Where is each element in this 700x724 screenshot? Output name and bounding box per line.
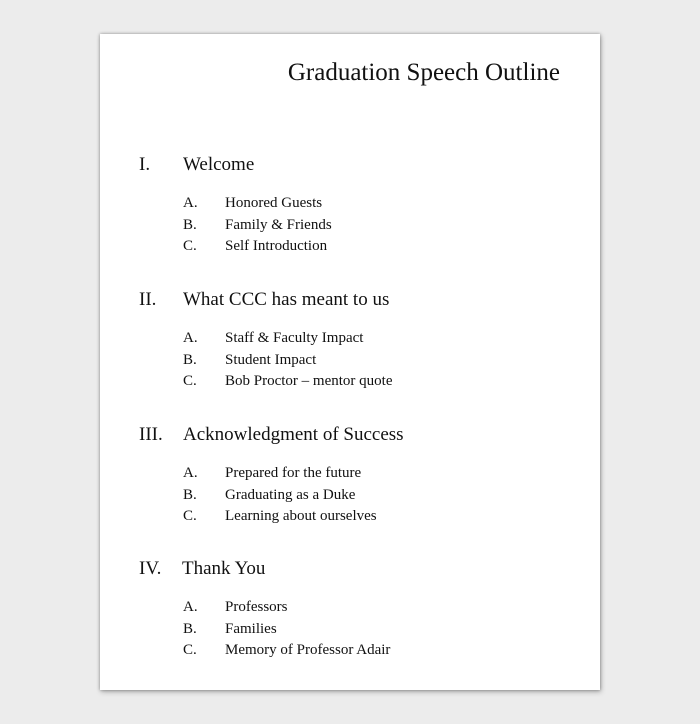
item-letter: C. bbox=[183, 508, 197, 524]
outline-item bbox=[100, 193, 600, 213]
item-letter: A. bbox=[183, 330, 198, 346]
item-letter: C. bbox=[183, 642, 197, 658]
item-text: Families bbox=[225, 621, 277, 637]
page-title: Graduation Speech Outline bbox=[287, 59, 560, 86]
outline-item bbox=[100, 236, 600, 256]
section-numeral: I. bbox=[139, 154, 151, 175]
item-text: Staff & Faculty Impact bbox=[225, 330, 364, 346]
outline-item bbox=[100, 215, 600, 235]
section-numeral: IV. bbox=[139, 558, 162, 579]
item-letter: B. bbox=[183, 487, 197, 503]
section-title: Acknowledgment of Success bbox=[183, 424, 404, 445]
section-title: Thank You bbox=[182, 558, 266, 579]
outline-item bbox=[100, 350, 600, 370]
item-text: Bob Proctor – mentor quote bbox=[225, 373, 393, 389]
item-text: Prepared for the future bbox=[225, 465, 362, 481]
item-text: Graduating as a Duke bbox=[225, 487, 356, 503]
item-text: Family & Friends bbox=[225, 217, 332, 233]
item-text: Memory of Professor Adair bbox=[225, 642, 391, 658]
item-letter: A. bbox=[183, 465, 198, 481]
section-numeral: II. bbox=[139, 289, 157, 310]
outline-item bbox=[100, 619, 600, 639]
outline-item bbox=[100, 463, 600, 483]
outline-item bbox=[100, 597, 600, 617]
item-text: Honored Guests bbox=[225, 195, 323, 211]
item-letter: B. bbox=[183, 217, 197, 233]
item-text: Student Impact bbox=[225, 352, 317, 368]
outline-item bbox=[100, 371, 600, 391]
item-text: Self Introduction bbox=[225, 238, 328, 254]
section-title: What CCC has meant to us bbox=[183, 289, 390, 310]
section-numeral: III. bbox=[139, 424, 163, 445]
item-text: Professors bbox=[225, 599, 288, 615]
item-letter: C. bbox=[183, 238, 197, 254]
section-title: Welcome bbox=[183, 154, 255, 175]
outline-item bbox=[100, 328, 600, 348]
document-page bbox=[100, 34, 600, 690]
item-letter: B. bbox=[183, 352, 197, 368]
outline-item bbox=[100, 506, 600, 526]
item-letter: A. bbox=[183, 195, 198, 211]
item-text: Learning about ourselves bbox=[225, 508, 377, 524]
item-letter: C. bbox=[183, 373, 197, 389]
outline-item bbox=[100, 640, 600, 660]
outline-item bbox=[100, 485, 600, 505]
item-letter: B. bbox=[183, 621, 197, 637]
item-letter: A. bbox=[183, 599, 198, 615]
